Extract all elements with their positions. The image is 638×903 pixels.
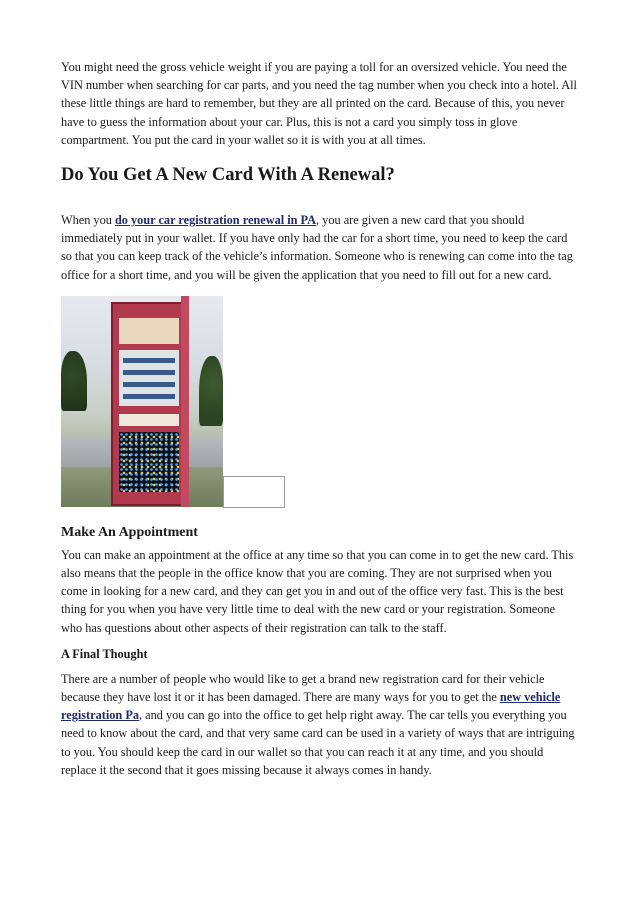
link-new-vehicle-registration[interactable]: new vehicle registration Pa xyxy=(61,690,561,723)
paragraph-renewal-text-before: When you xyxy=(61,213,115,228)
paragraph-renewal-text-after: , you are given a new card that you should immediately put in your wallet. If you have only had the car for a short time, you need to keep the card so that you can keep track of the vehicle’s information. Someone who is renewing can come into the tag office for a short time, and you will be given the application that you need to fill out for a new card. xyxy=(61,213,573,282)
link-car-registration-renewal[interactable]: do your car registration renewal in PA xyxy=(114,213,317,228)
paragraph-appointment: You can make an appointment at the office at any time so that you can come in to get the new card. This also means that the people in the office know that you are coming. They are not surprised when you come in looking for a new card, and they can get you in and out of the office very fast. This is the best thing for you when you have very little time to deal with the new card or your registration. Someone who has questions about other aspects of their registration can talk to the staff. xyxy=(61,547,574,635)
image-frame-box xyxy=(223,476,285,508)
heading-new-card-renewal: Do You Get A New Card With A Renewal? xyxy=(61,165,395,186)
heading-final-thought: A Final Thought xyxy=(61,646,148,661)
heading-make-appointment: Make An Appointment xyxy=(61,524,198,540)
paragraph-final-thought xyxy=(61,670,577,779)
tag-office-figure xyxy=(61,296,285,509)
tag-office-sign-photo xyxy=(61,296,223,507)
paragraph-final-text-before: There are a number of people who would like to get a brand new registration card for their vehicle because they have lost it or it has been damaged. There are many ways for you to get the xyxy=(61,671,545,705)
paragraph-final-text-after: , and you can go into the office to get help right away. The car tells you everything you need to know about the card, and that very same card can be used in a variety of ways that are intriguing to you. You should keep the card in our wallet so that you can reach it at any time, and you should replace it the second that it goes missing because it always comes in handy. xyxy=(61,708,575,777)
paragraph-renewal xyxy=(61,211,577,284)
paragraph-gross-weight: You might need the gross vehicle weight if you are paying a toll for an oversized vehicle. You need the VIN number when searching for car parts, and you need the tag number when you check into a hotel. All these little things are hard to remember, but they are all printed on the card. Because of this, you never have to guess the information about your car. Plus, this is not a card you simply toss in glove compartment. You put the card in your wallet so it is with you at all times. xyxy=(61,60,577,147)
document-page xyxy=(61,58,577,779)
